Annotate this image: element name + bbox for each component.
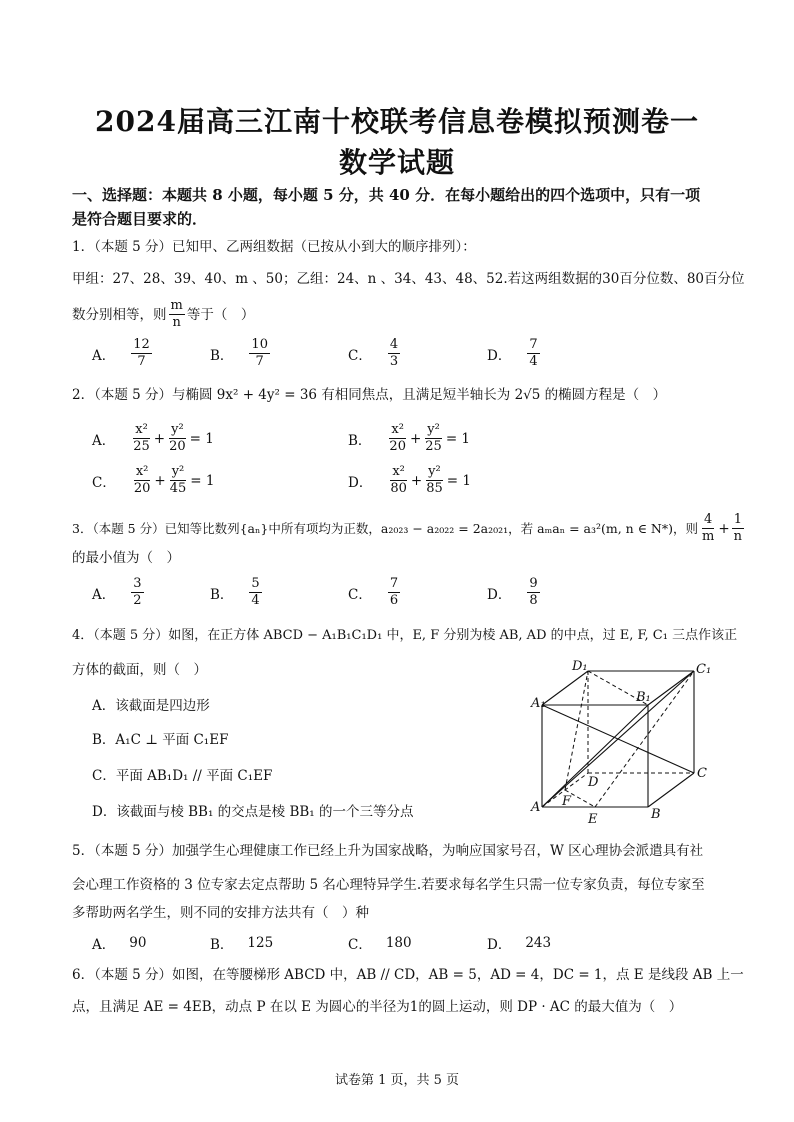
q5-line3: 多帮助两名学生，则不同的安排方法共有（ ）种 — [72, 905, 369, 921]
q2-option-a[interactable] — [92, 422, 214, 455]
q3-c-num: 7 — [389, 576, 399, 591]
q1-a-den: 7 — [137, 354, 146, 369]
edge-bc — [648, 773, 694, 807]
q4-option-c[interactable]: C．平面 AB₁D₁ // 平面 C₁EF — [92, 768, 273, 784]
q2-d-x2: x² — [392, 464, 405, 479]
q3-option-b[interactable] — [210, 576, 264, 609]
label-b1: B₁ — [636, 690, 651, 705]
q3-frac1-den: m — [702, 529, 715, 544]
q3-line2: 的最小值为（ ） — [72, 550, 180, 566]
q2-d-y2: y² — [428, 464, 441, 479]
q3-d-num: 9 — [529, 576, 538, 591]
q2-b-den2: 25 — [425, 439, 442, 454]
q2-b-plus: + — [409, 430, 422, 447]
q2-a-eq: = 1 — [189, 430, 214, 447]
q1-d-den: 4 — [529, 354, 538, 369]
q5-line1: 5．（本题 5 分）加强学生心理健康工作已经上升为国家战略，为响应国家号召，W 区心理协会派遣具有社 — [72, 843, 704, 859]
q3-option-d-label: D． — [487, 586, 512, 603]
section-heading: 一、选择题：本题共 8 小题，每小题 5 分，共 40 分．在每小题给出的四个选项中，只有一项 — [72, 186, 701, 204]
edge-a1d1 — [542, 671, 588, 705]
q3-option-d[interactable] — [487, 576, 542, 609]
q2-option-d-label: D． — [348, 474, 373, 491]
q5-option-d[interactable] — [487, 933, 551, 953]
label-a: A — [531, 800, 541, 815]
q4-line2: 方体的截面，则（ ） — [72, 662, 207, 678]
q1-line3-end: 等于（ ） — [186, 306, 255, 323]
label-c1: C₁ — [696, 662, 712, 677]
page-subtitle: 数学试题 — [338, 146, 455, 179]
q2-option-d[interactable] — [348, 464, 471, 497]
q1-frac-num: m — [170, 298, 183, 313]
q2-d-den2: 85 — [426, 481, 443, 496]
q1-option-d-label: D． — [487, 347, 512, 364]
q4-option-a[interactable]: A．该截面是四边形 — [92, 698, 210, 714]
q3-frac2-den: n — [733, 529, 743, 544]
label-b: B — [651, 807, 661, 822]
q6-line1: 6．（本题 5 分）如图，在等腰梯形 ABCD 中，AB // CD，AB = 5，AD = 4，DC = 1，点 E 是线段 AB 上一 — [72, 967, 744, 983]
q2-d-plus: + — [410, 472, 423, 489]
label-e: E — [588, 812, 598, 825]
q2-b-eq: = 1 — [445, 430, 471, 447]
hidden-f-d1 — [565, 671, 588, 790]
label-d: D — [588, 775, 599, 790]
label-a1: A₁ — [531, 696, 546, 711]
q2-c-y2: y² — [171, 464, 185, 479]
q2-d-den1: 80 — [390, 481, 407, 496]
q5-option-a[interactable] — [92, 933, 146, 953]
q1-b-den: 7 — [255, 354, 264, 369]
q2-c-den2: 45 — [169, 481, 187, 496]
q2-b-y2: y² — [427, 422, 440, 437]
q5-option-d-value: 243 — [525, 935, 552, 951]
q3-b-num: 5 — [251, 576, 260, 591]
q1-option-c[interactable] — [348, 337, 402, 370]
q2-d-eq: = 1 — [446, 472, 471, 489]
q2-option-c[interactable] — [92, 464, 214, 497]
edge-b1c1 — [648, 671, 694, 705]
q3-b-den: 4 — [251, 593, 260, 608]
q1-fraction — [169, 298, 185, 331]
q2-option-c-label: C． — [92, 474, 116, 491]
q2-a-den2: 20 — [169, 439, 186, 454]
label-c: C — [697, 766, 707, 781]
q3-option-a[interactable] — [92, 576, 146, 609]
q2-c-plus: + — [154, 472, 166, 489]
q3-option-c-label: C． — [348, 586, 372, 603]
q1-option-b-label: B． — [210, 347, 234, 364]
q5-option-d-label: D． — [487, 937, 512, 953]
q3-d-den: 8 — [529, 593, 538, 608]
q4-line1: 4．（本题 5 分）如图，在正方体 ABCD − A₁B₁C₁D₁ 中，E, F 分别为棱 AB, AD 的中点，过 E, F, C₁ 三点作该正 — [72, 628, 738, 643]
diagonal-a1-c — [542, 705, 694, 773]
q2-c-eq: = 1 — [190, 472, 215, 489]
q2-option-b[interactable] — [348, 422, 470, 455]
q3-a-den: 2 — [133, 593, 142, 608]
label-f: F — [562, 794, 572, 809]
q3-line1-text: 3．（本题 5 分）已知等比数列{aₙ}中所有项均为正数，a₂₀₂₃ − a₂₀₂₂ = 2a₂₀₂₁，若 aₘaₙ = a₃²(m, n ∈ N*)，则 — [72, 520, 698, 536]
q2-stem: 2．（本题 5 分）与椭圆 9x² + 4y² = 36 有相同焦点，且满足短半轴长为 2√5 的椭圆方程是（ ） — [72, 387, 667, 403]
q2-c-den1: 20 — [133, 481, 151, 496]
q3-option-a-label: A． — [92, 586, 116, 603]
q1-frac-den: n — [172, 315, 181, 330]
q5-option-a-value: 90 — [129, 935, 147, 951]
q5-option-c-label: C． — [348, 937, 372, 953]
q2-option-b-label: B． — [348, 432, 372, 449]
q2-a-x2: x² — [135, 422, 148, 437]
q1-option-b[interactable] — [210, 337, 272, 370]
q4-option-d[interactable]: D．该截面与棱 BB₁ 的交点是棱 BB₁ 的一个三等分点 — [92, 804, 414, 820]
q5-option-a-label: A． — [92, 937, 116, 953]
q5-option-c[interactable] — [348, 933, 412, 953]
q5-option-c-value: 180 — [385, 935, 412, 951]
section-heading-cont: 是符合题目要求的． — [72, 210, 208, 228]
q3-option-b-label: B． — [210, 586, 234, 603]
label-d1: D₁ — [572, 659, 588, 674]
q1-d-num: 7 — [529, 337, 538, 352]
q1-line1: 1．（本题 5 分）已知甲、乙两组数据（已按从小到大的顺序排列）： — [72, 239, 476, 255]
q2-b-x2: x² — [391, 422, 404, 437]
q3-option-c[interactable] — [348, 576, 402, 609]
q1-line3-text: 数分别相等，则 — [72, 306, 167, 323]
q1-option-d[interactable] — [487, 337, 542, 370]
cube-figure — [530, 655, 715, 825]
q2-a-den1: 25 — [133, 439, 150, 454]
q3-frac1-num: 4 — [704, 512, 713, 527]
q3-frac2-num: 1 — [733, 512, 742, 527]
q1-c-num: 4 — [389, 337, 399, 352]
q5-option-b[interactable] — [210, 933, 273, 953]
q2-option-a-label: A． — [92, 432, 116, 449]
q2-c-x2: x² — [135, 464, 149, 479]
q5-option-b-value: 125 — [247, 935, 274, 951]
q1-line3 — [72, 298, 254, 331]
q1-b-num: 10 — [251, 337, 268, 352]
q2-a-plus: + — [153, 430, 166, 447]
q3-a-num: 3 — [133, 576, 142, 591]
q4-option-b[interactable]: B．A₁C ⊥ 平面 C₁EF — [92, 732, 229, 748]
page-title: 2024届高三江南十校联考信息卷模拟预测卷一 — [95, 105, 699, 138]
q2-a-y2: y² — [171, 422, 184, 437]
q1-option-a[interactable] — [92, 337, 154, 370]
page-footer: 试卷第 1 页，共 5 页 — [334, 1073, 460, 1088]
q3-line1: 3．（本题 5 分）已知等比数列{aₙ}中所有项均为正数，a₂₀₂₃ − a₂₀₂₂ = 2a₂₀₂₁，若 aₘaₙ = a₃²(m, n ∈ N*)，则 $\frac{4}{m}$ + $\frac{1}{n}$ — [72, 512, 743, 544]
q1-option-a-label: A． — [92, 347, 116, 364]
q3-c-den: 6 — [389, 593, 399, 608]
q2-b-den1: 20 — [389, 439, 406, 454]
q1-line2: 甲组：27、28、39、40、m 、50；乙组：24、n 、34、43、48、52.若这两组数据的30百分位数、80百分位 — [72, 271, 745, 287]
q5-option-b-label: B． — [210, 937, 234, 953]
q6-line2: 点，且满足 AE = 4EB，动点 P 在以 E 为圆心的半径为1的圆上运动，则 DP · AC 的最大值为（ ） — [72, 999, 683, 1015]
q1-a-num: 12 — [133, 337, 150, 352]
q1-c-den: 3 — [389, 354, 399, 369]
q1-option-c-label: C． — [348, 347, 372, 364]
q5-line2: 会心理工作资格的 3 位专家去定点帮助 5 名心理特异学生.若要求每名学生只需一位专家负责，每位专家至 — [72, 877, 705, 893]
